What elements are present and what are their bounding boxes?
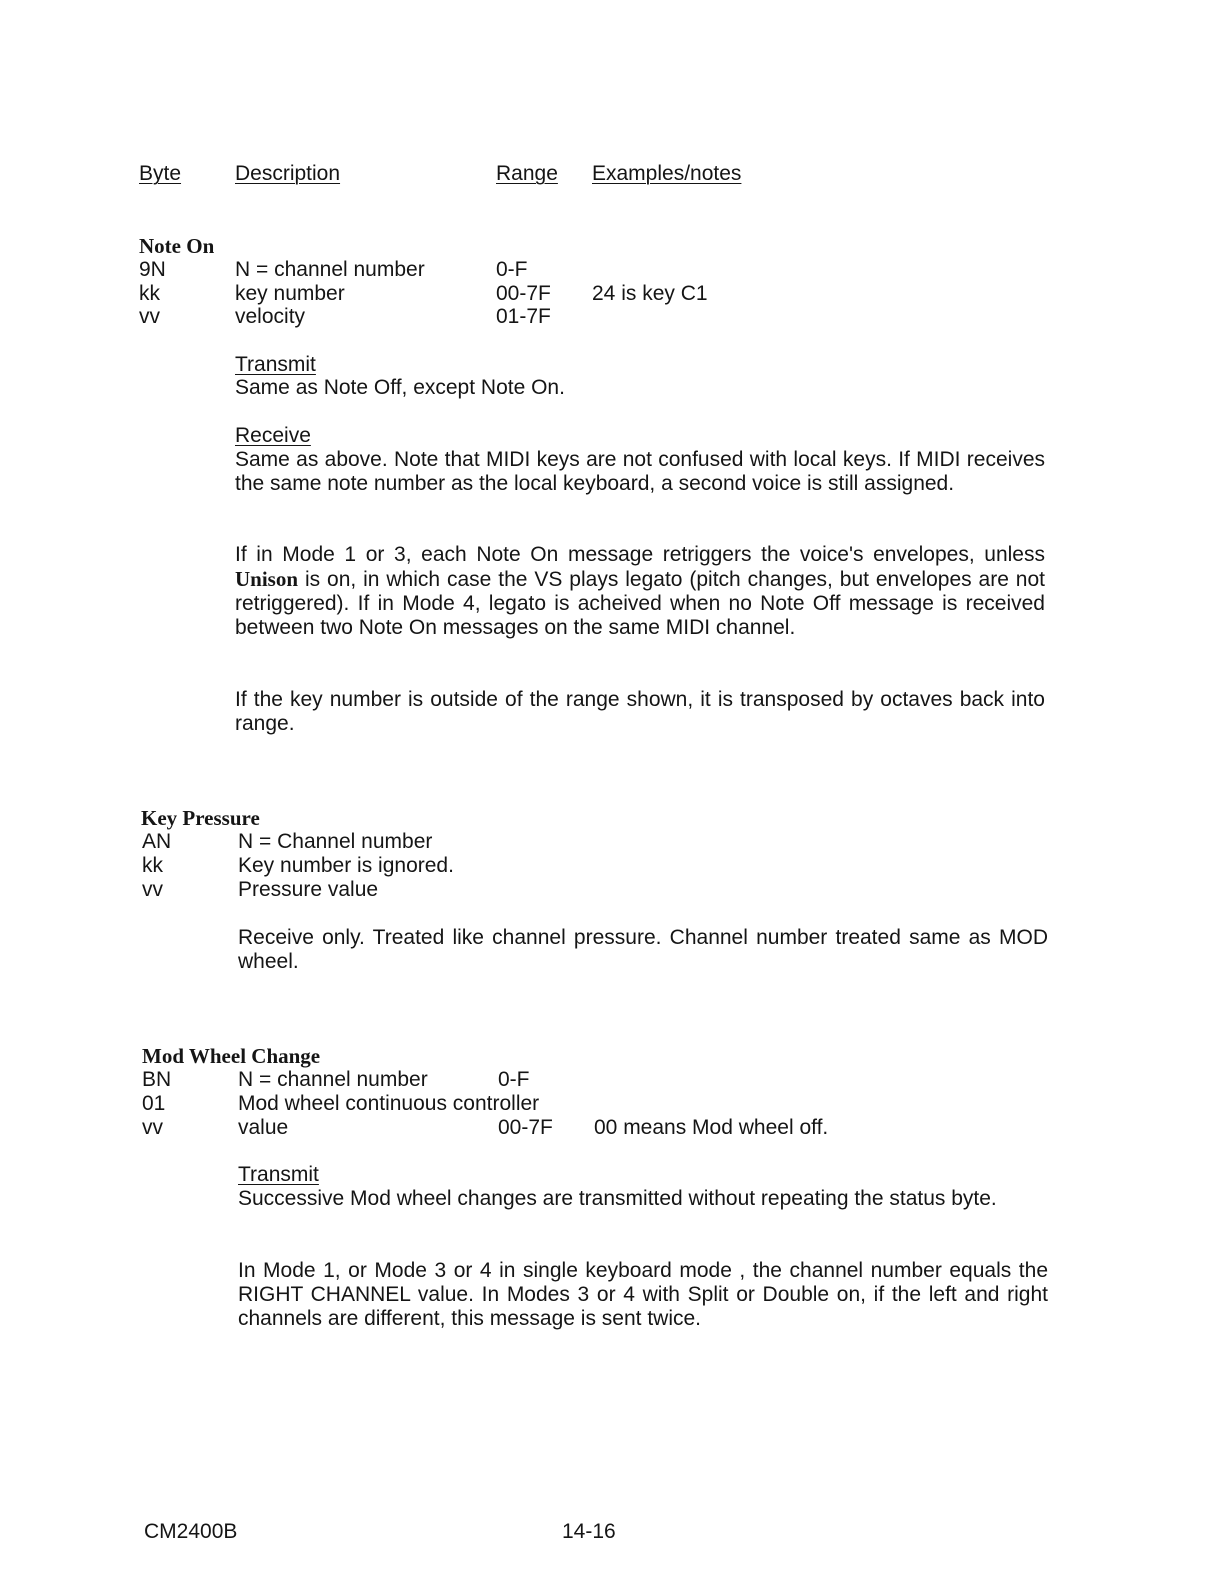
- transmit-heading: Transmit: [235, 353, 316, 376]
- row-byte: BN: [142, 1068, 172, 1091]
- receive-heading: Receive: [235, 424, 311, 447]
- row-description: Key number is ignored.: [238, 854, 454, 877]
- transmit-text: Successive Mod wheel changes are transmitted without repeating the status byte.: [238, 1187, 997, 1210]
- header-byte: Byte: [139, 162, 182, 185]
- row-range: 0-F: [498, 1068, 530, 1091]
- mode-text-part1: If in Mode 1 or 3, each Note On message retriggers the voice's envelopes, unless: [235, 543, 1045, 566]
- row-byte: vv: [142, 1116, 163, 1139]
- row-range: 00-7F: [498, 1116, 553, 1139]
- row-description: N = Channel number: [238, 830, 433, 853]
- mode-text-part2: is on, in which case the VS plays legato (pitch changes, but envelopes are not retriggered). If in Mode 4, legato is acheived when no Note Off message is received between two Note On messages on the same MIDI channel.: [235, 568, 1045, 639]
- mode-paragraph: [235, 543, 1045, 640]
- row-byte: 01: [142, 1092, 166, 1115]
- unison-term: Unison: [235, 567, 299, 591]
- section-title-key-pressure: Key Pressure: [141, 806, 260, 830]
- row-byte: AN: [142, 830, 172, 853]
- row-description: N = channel number: [238, 1068, 428, 1091]
- row-range: 01-7F: [496, 305, 551, 328]
- transmit-text: Same as Note Off, except Note On.: [235, 376, 565, 399]
- row-description: velocity: [235, 305, 306, 328]
- row-range: 0-F: [496, 258, 528, 281]
- page-number: 14-16: [562, 1520, 616, 1543]
- transmit-heading: Transmit: [238, 1163, 319, 1186]
- row-byte: vv: [139, 305, 160, 328]
- row-description: Mod wheel continuous controller: [238, 1092, 540, 1115]
- header-range: Range: [496, 162, 558, 185]
- row-byte: 9N: [139, 258, 166, 281]
- key-pressure-text: Receive only. Treated like channel pressure. Channel number treated same as MOD wheel.: [238, 926, 1048, 973]
- row-description: Pressure value: [238, 878, 379, 901]
- row-description: key number: [235, 282, 345, 305]
- row-note: 24 is key C1: [592, 282, 708, 305]
- document-id: CM2400B: [144, 1520, 238, 1543]
- header-description: Description: [235, 162, 341, 185]
- row-note: 00 means Mod wheel off.: [594, 1116, 829, 1139]
- mode-paragraph: In Mode 1, or Mode 3 or 4 in single keyboard mode , the channel number equals the RIGHT CHANNEL value. In Modes 3 or 4 with Split or Double on, if the left and right channels are different, this message is sent twice.: [238, 1259, 1048, 1330]
- section-title-mod-wheel: Mod Wheel Change: [142, 1044, 321, 1068]
- row-byte: kk: [139, 282, 160, 305]
- row-byte: vv: [142, 878, 163, 901]
- header-examples: Examples/notes: [592, 162, 742, 185]
- row-description: value: [238, 1116, 289, 1139]
- section-title-note-on: Note On: [139, 234, 215, 258]
- row-range: 00-7F: [496, 282, 551, 305]
- range-paragraph: If the key number is outside of the range shown, it is transposed by octaves back into range.: [235, 688, 1045, 735]
- row-description: N = channel number: [235, 258, 425, 281]
- row-byte: kk: [142, 854, 163, 877]
- receive-text: Same as above. Note that MIDI keys are not confused with local keys. If MIDI receives the same note number as the local keyboard, a second voice is still assigned.: [235, 448, 1045, 495]
